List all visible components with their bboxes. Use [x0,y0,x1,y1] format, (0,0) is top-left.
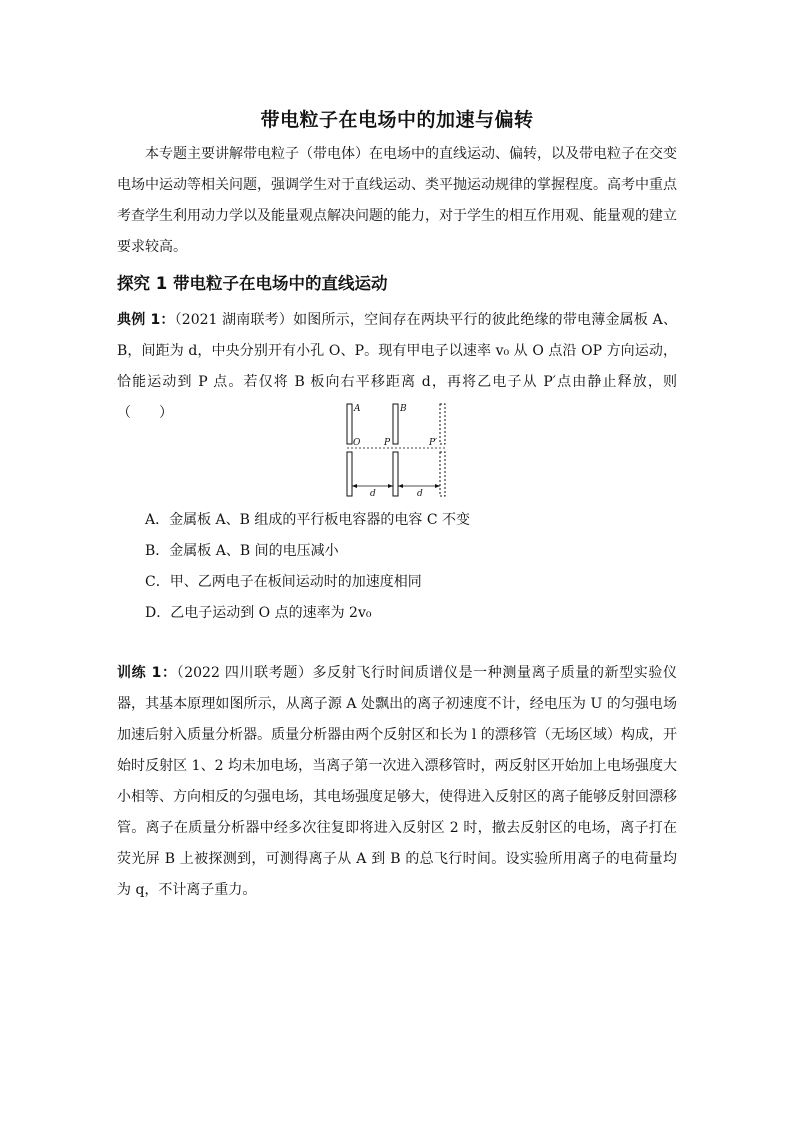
capacitor-plates-diagram [335,400,455,500]
option-b: B．金属板 A、B 间的电压减小 [145,543,339,559]
arrowhead [398,484,403,488]
plate-a-upper [347,404,352,444]
plate-b-upper [393,404,398,444]
page-title: 带电粒子在电场中的加速与偏转 [260,109,534,131]
section-heading: 探究 1 带电粒子在电场中的直线运动 [117,274,388,293]
arrowhead [435,484,440,488]
plate-b-lower [393,452,398,496]
label-o: O [353,438,361,448]
label-d1: d [370,489,376,499]
arrowhead [352,484,357,488]
training-text: （2022 四川联考题）多反射飞行时间质谱仪是一种测量离子质量的新型实验仪器，其基本原理如图所示，从离子源 A 处飘出的离子初速度不计，经电压为 U 的匀强电场加速后射入质量分析器。质量分析器由两个反射区和长为 l 的漂移管（无场区域）构成，开始时反射区 1、2 均未加电场，当离子第一次进入漂移管时，两反射区开始加上电场强度大小相等、方向相反的匀强电场，其电场强度足够大，使得进入反射区的离子能够反射回漂移管。离子在质量分析器中经多次往复即将进入反射区 2 时，撤去反射区的电场，离子打在荧光屏 B 上被探测到，可测得离子从 A 到 B 的总飞行时间。设实验所用离子的电荷量均为 q，不计离子重力。 [117,665,678,898]
label-b: B [400,404,407,414]
plate-a-lower [347,452,352,496]
example-text: （2021 湖南联考）如图所示，空间存在两块平行的彼此绝缘的带电薄金属板 A、B，间距为 d，中央分别开有小孔 O、P。现有甲电子以速率 v₀ 从 O 点沿 OP 方向运动，恰能运动到 P 点。若仅将 B 板向右平移距离 d，再将乙电子从 P′点由静止释放，则（ ） [117,312,677,421]
label-d2: d [417,489,423,499]
option-c: C．甲、乙两电子在板间运动时的加速度相同 [145,574,422,590]
label-a: A [354,404,361,414]
label-p: P [384,438,391,448]
option-d: D．乙电子运动到 O 点的速率为 2v₀ [145,605,372,621]
option-a: A．金属板 A、B 组成的平行板电容器的电容 C 不变 [145,512,471,528]
plate-b-shifted-upper [440,404,445,444]
training-label: 训练 1： [117,665,177,681]
label-p-prime: P′ [429,438,438,448]
intro-paragraph: 本专题主要讲解带电粒子（带电体）在电场中的直线运动、偏转，以及带电粒子在交变电场中运动等相关问题，强调学生对于直线运动、类平抛运动规律的掌握程度。高考中重点考查学生利用动力学以及能量观点解决问题的能力，对于学生的相互作用观、能量观的建立要求较高。 [117,146,677,255]
training-1 [117,658,677,906]
example-label: 典例 1： [117,312,175,328]
plate-b-shifted-lower [440,452,445,496]
arrowhead [388,484,393,488]
